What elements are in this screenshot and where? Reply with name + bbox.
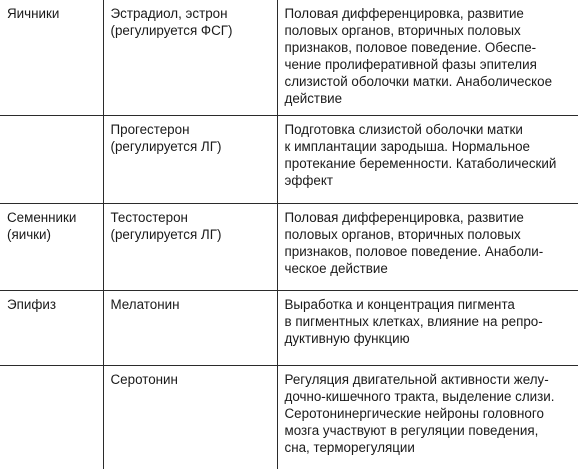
hormone-line: (регулируется ЛГ) (110, 138, 222, 154)
hormone-cell (103, 290, 277, 365)
hormone-line: (регулируется ЛГ) (110, 226, 222, 242)
hormone-cell (103, 203, 277, 290)
effect-line: Половая дифференцировка, развитие (284, 209, 524, 225)
effect-line: признаков, половое поведение. Обеспе- (284, 40, 537, 55)
hormone-line: (регулируется ФСГ) (110, 23, 233, 38)
organ-cell (0, 203, 103, 290)
effect-line: Выработка и концентрация пигмента (284, 296, 515, 312)
effect-line: сна, терморегуляции (284, 439, 415, 455)
hormone-cell (103, 0, 277, 115)
hormone-line: Эстрадиол, эстрон (110, 6, 228, 21)
effect-line: половых органов, вторичных половых (284, 23, 521, 38)
effect-line: протекание беременности. Катаболический (284, 155, 557, 171)
effect-line: чение пролиферативной фазы эпителия (284, 57, 537, 72)
effect-cell (277, 0, 578, 115)
organ-line: (яички) (7, 226, 51, 242)
effect-line: слизистой оболочки матки. Анаболическое (284, 74, 553, 89)
hormone-line: Прогестерон (110, 121, 190, 137)
table-row (0, 115, 578, 203)
effect-cell (277, 115, 578, 203)
effect-line: эффект (284, 172, 333, 188)
organ-line: Семенники (7, 209, 77, 225)
effect-line: к имплантации зародыша. Нормальное (284, 138, 531, 154)
hormone-line: Тестостерон (110, 209, 188, 225)
effect-cell (277, 203, 578, 290)
effect-line: признаков, половое поведение. Анаболи- (284, 243, 544, 259)
hormone-cell (103, 365, 277, 469)
table-row (0, 0, 578, 115)
effect-line: Серотонинергические нейроны головного (284, 405, 544, 421)
hormone-line: Серотонин (110, 371, 178, 387)
effect-line: дочно-кишечного тракта, выделение слизи. (284, 388, 555, 404)
effect-line: Половая дифференцировка, развитие (284, 6, 524, 21)
effect-line: дуктивную функцию (284, 330, 410, 346)
effect-line: действие (284, 91, 343, 106)
organ-cell (0, 0, 103, 115)
effect-line: мозга участвуют в регуляции поведения, (284, 422, 539, 438)
organ-cell (0, 115, 103, 203)
hormone-cell (103, 115, 277, 203)
effect-cell (277, 365, 578, 469)
hormone-line: Мелатонин (110, 296, 180, 312)
effect-line: Подготовка слизистой оболочки матки (284, 121, 523, 137)
effect-line: Регуляция двигательной активности желу- (284, 371, 549, 387)
organ-cell (0, 290, 103, 365)
table-row (0, 203, 578, 290)
effect-cell (277, 290, 578, 365)
effect-line: половых органов, вторичных половых (284, 226, 521, 242)
effect-line: в пигментных клетках, влияние на репро- (284, 313, 543, 329)
table-row (0, 290, 578, 365)
effect-line: ческое действие (284, 260, 388, 276)
table-row (0, 365, 578, 469)
organ-line: Яичники (7, 6, 60, 21)
organ-cell (0, 365, 103, 469)
organ-line: Эпифиз (7, 296, 56, 312)
